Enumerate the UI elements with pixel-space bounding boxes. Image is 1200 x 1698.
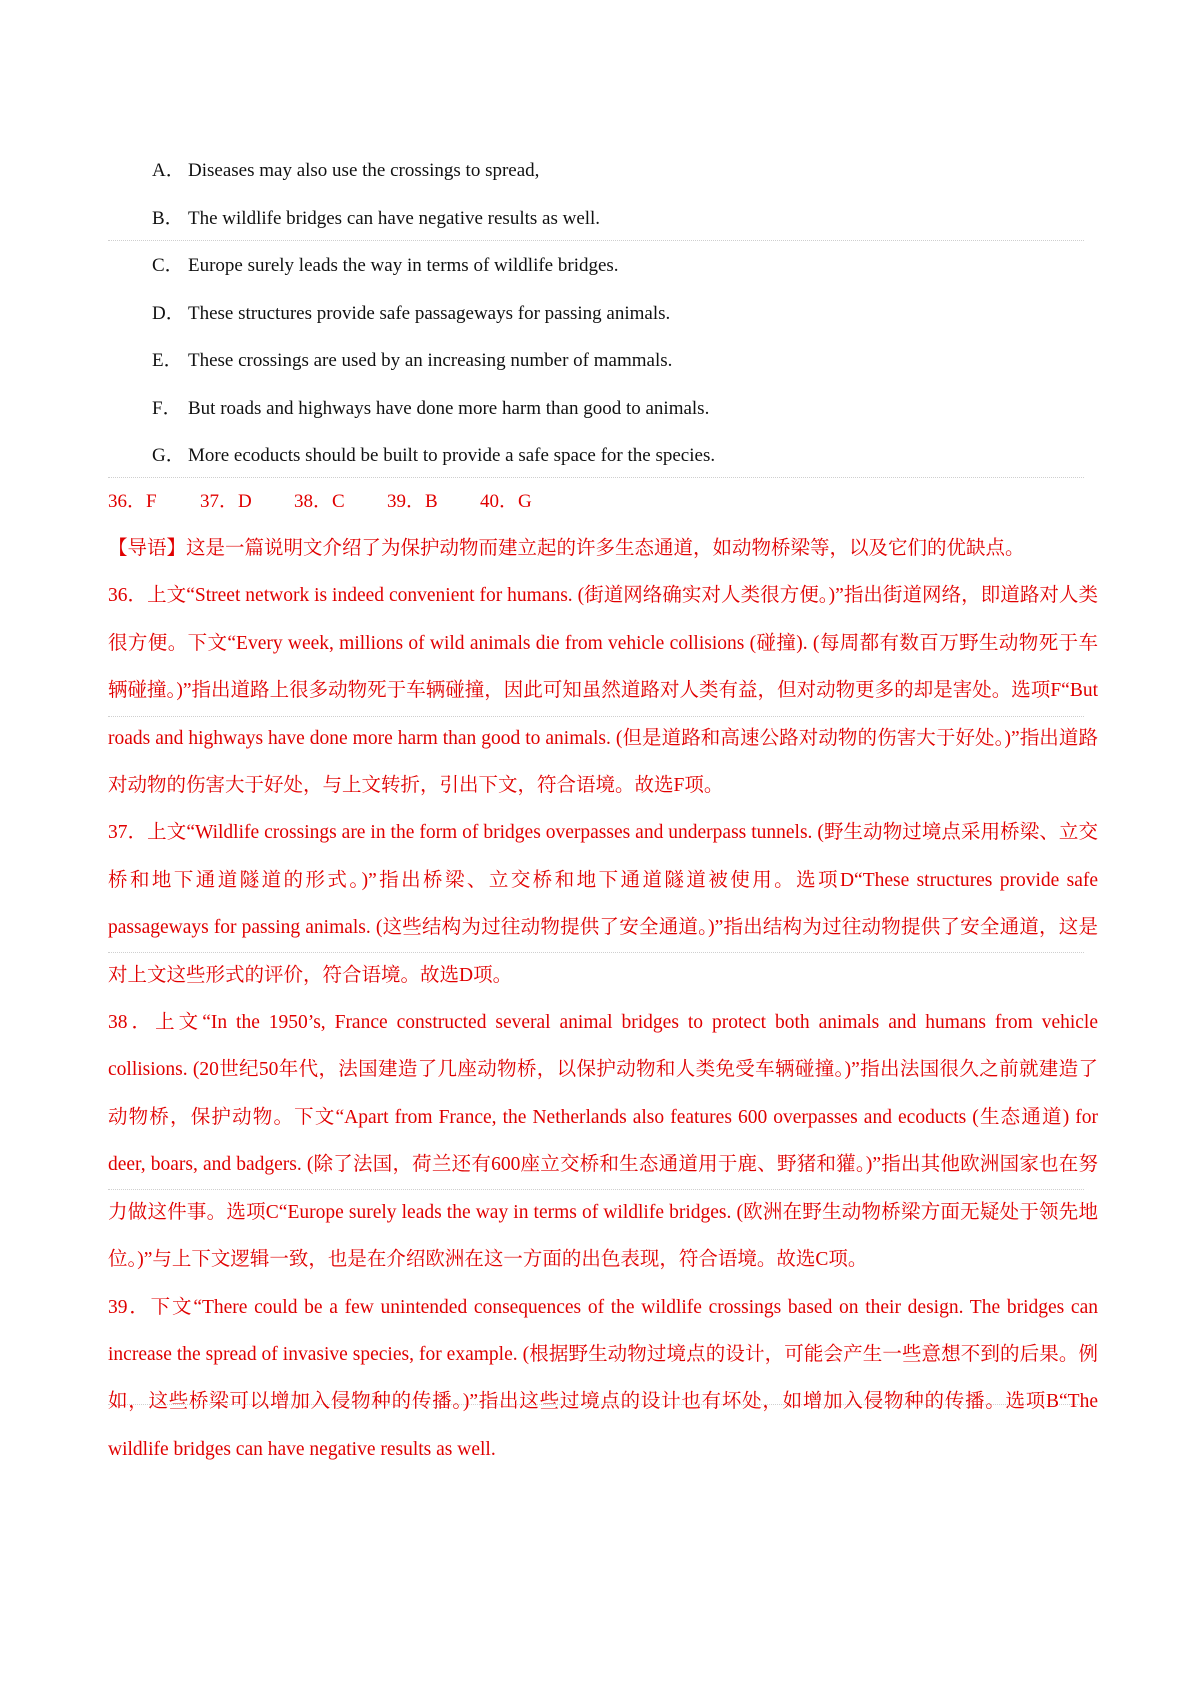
option-d: D． These structures provide safe passageways for passing animals.: [152, 302, 671, 324]
answer-39: 39．B: [387, 491, 438, 512]
answer-key: [108, 478, 532, 526]
option-e: E． These crossings are used by an increasing number of mammals.: [152, 350, 673, 371]
answer-38: 38．C: [294, 491, 345, 512]
explanation-38: 38．上文“In the 1950’s, France constructed several animal bridges to protect both animals and humans from vehicle collisions. (20世纪50年代，法国建造了几座动物桥，以保护动物和人类免受车辆碰撞。)”指出法国很久之前就建造了动物桥，保护动物。下文“Apart from France, the Netherlands also features 600 overpasses and ecoducts (生态通道) for deer, boars, and badgers. (除了法国，荷兰还有600座立交桥和生态通道用于鹿、野猪和獾。)”指出其他欧洲国家也在努力做这件事。选项C“Europe surely leads the way in terms of wildlife bridges. (欧洲在野生动物桥梁方面无疑处于领先地位。)”与上下文逻辑一致，也是在介绍欧洲在这一方面的出色表现，符合语境。故选C项。: [108, 1012, 1098, 1271]
option-g: G． More ecoducts should be built to provide a safe space for the species.: [152, 445, 716, 466]
option-list: [152, 147, 1072, 480]
answer-36: 36．F: [108, 491, 157, 512]
option-b: B． The wildlife bridges can have negative results as well.: [152, 207, 601, 229]
explanation-37: 37．上文“Wildlife crossings are in the form of bridges overpasses and underpass tunnels. (野生动物过境点采用桥梁、立交桥和地下通道隧道的形式。)”指出桥梁、立交桥和地下通道隧道被使用。选项D“These structures provide safe passageways for passing animals. (这些结构为过往动物提供了安全通道。)”指出结构为过往动物提供了安全通道，这是对上文这些形式的评价，符合语境。故选D项。: [108, 822, 1098, 986]
intro-paragraph: 【导语】这是一篇说明文介绍了为保护动物而建立起的许多生态通道，如动物桥梁等，以及它们的优缺点。: [108, 538, 1025, 559]
answer-40: 40．G: [480, 491, 532, 512]
option-a: A． Diseases may also use the crossings to spread,: [152, 160, 540, 181]
answer-37: 37．D: [200, 491, 252, 512]
option-f: F． But roads and highways have done more harm than good to animals.: [152, 397, 710, 419]
divider: [108, 240, 1084, 241]
explanation-39: 39．下文“There could be a few unintended consequences of the wildlife crossings based on their design. The bridges can increase the spread of invasive species, for example. (根据野生动物过境点的设计，可能会产生一些意想不到的后果。例如，这些桥梁可以增加入侵物种的传播。)”指出这些过境点的设计也有坏处，如增加入侵物种的传播。选项B“The wildlife bridges can have negative results as well.: [108, 1296, 1098, 1460]
explanation-36: 36．上文“Street network is indeed convenient for humans. (街道网络确实对人类很方便。)”指出街道网络，即道路对人类很方便。下文“Every week, millions of wild animals die from vehicle collisions (碰撞). (每周都有数百万野生动物死于车辆碰撞。)”指出道路上很多动物死于车辆碰撞，因此可知虽然道路对人类有益，但对动物更多的却是害处。选项F“But roads and highways have done more harm than good to animals. (但是道路和高速公路对动物的伤害大于好处。)”指出道路对动物的伤害大于好处，与上文转折，引出下文，符合语境。故选F项。: [108, 585, 1098, 797]
option-c: C． Europe surely leads the way in terms of wildlife bridges.: [152, 255, 619, 276]
explanation-section: [108, 525, 1098, 1473]
